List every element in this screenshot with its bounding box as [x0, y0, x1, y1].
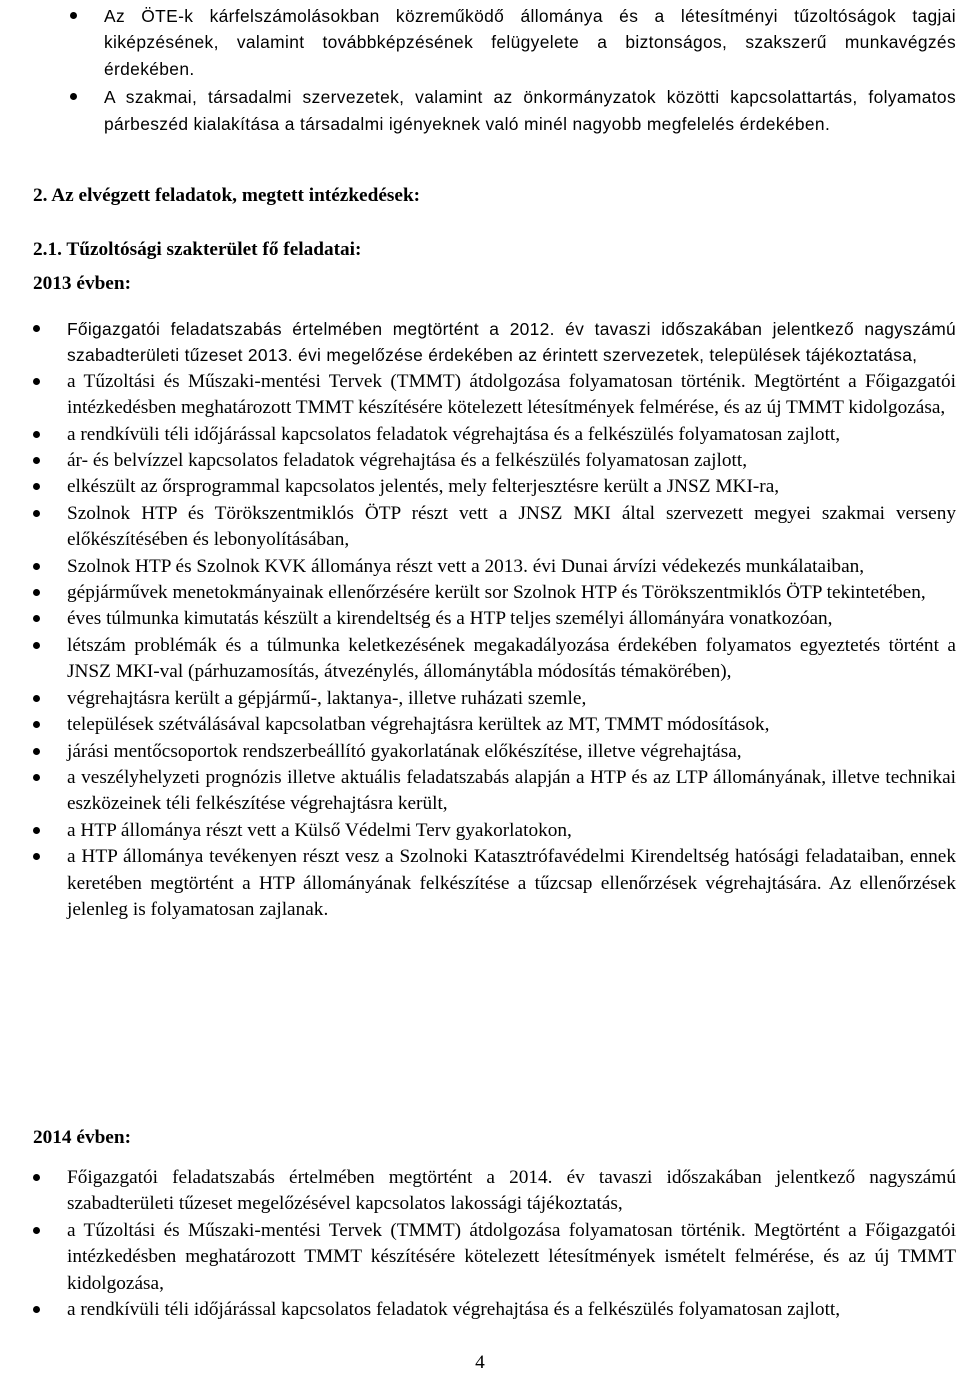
list-item: Szolnok HTP és Szolnok KVK állománya részt vett a 2013. évi Dunai árvízi védekezés munkálataiban,: [0, 554, 960, 580]
list-item: végrehajtásra került a gépjármű-, laktanya-, illetve ruházati szemle,: [0, 686, 960, 712]
section-heading: 2. Az elvégzett feladatok, megtett intézkedések:: [33, 185, 421, 206]
list-item: a rendkívüli téli időjárással kapcsolatos feladatok végrehajtása és a felkészülés folyamatosan zajlott,: [0, 1297, 960, 1323]
list-item: a Tűzoltási és Műszaki-mentési Tervek (TMMT) átdolgozása folyamatosan történik. Megtörtént a Főigazgatói intézkedésben meghatározott TMMT készítésére kötelezett létesítmények felmérése, és az új TMMT kidolgozása,: [0, 369, 960, 422]
list-item: a Tűzoltási és Műszaki-mentési Tervek (TMMT) átdolgozása folyamatosan történik. Megtörtént a Főigazgatói intézkedésben meghatározott TMMT készítésére kötelezett létesítmények ismételt felmérése, és az új TMMT kidolgozása,: [0, 1218, 960, 1297]
list-2013: [0, 316, 960, 923]
list-2014: [0, 1165, 960, 1323]
list-item: a rendkívüli téli időjárással kapcsolatos feladatok végrehajtása és a felkészülés folyamatosan zajlott,: [0, 422, 960, 448]
list-item: járási mentőcsoportok rendszerbeállító gyakorlatának előkészítése, illetve végrehajtása,: [0, 739, 960, 765]
year-2014-heading: 2014 évben:: [33, 1127, 132, 1148]
list-item: Az ÖTE-k kárfelszámolásokban közreműködő állománya és a létesítményi tűzoltóságok tagjai kiképzésének, valamint továbbképzésének felügyelete a biztonságos, szakszerű munkavégzés érdekében.: [0, 3, 960, 82]
page-number: 4: [475, 1352, 485, 1373]
list-item: a HTP állománya részt vett a Külső Védelmi Terv gyakorlatokon,: [0, 818, 960, 844]
list-item: Főigazgatói feladatszabás értelmében megtörtént a 2012. év tavaszi időszakában jelentkező nagyszámú szabadterületi tűzeset 2013. évi megelőzése érdekében az érintett szervezetek, települések tájékoztatása,: [0, 316, 960, 369]
list-item: A szakmai, társadalmi szervezetek, valamint az önkormányzatok közötti kapcsolattartás, folyamatos párbeszéd kialakítása a társadalmi igényeknek való minél nagyobb megfelelés érdekében.: [0, 84, 960, 137]
list-item: a HTP állománya tevékenyen részt vesz a Szolnoki Katasztrófavédelmi Kirendeltség hatósági feladataiban, ennek keretében megtörtént a HTP állományának felkészítése a tűzcsap ellenőrzések végrehajtására. Az ellenőrzések jelenleg is folyamatosan zajlanak.: [0, 844, 960, 923]
year-2013-heading: 2013 évben:: [33, 273, 132, 294]
subsection-heading: 2.1. Tűzoltósági szakterület fő feladatai:: [33, 239, 362, 260]
list-item: gépjárművek menetokmányainak ellenőrzésére került sor Szolnok HTP és Törökszentmiklós ÖTP tekintetében,: [0, 580, 960, 606]
list-item: éves túlmunka kimutatás készült a kirendeltség és a HTP teljes személyi állományára vonatkozóan,: [0, 606, 960, 632]
intro-list: [0, 3, 960, 137]
list-item: létszám problémák és a túlmunka keletkezésének megakadályozása érdekében folyamatos egyeztetés történt a JNSZ MKI-val (párhuzamosítás, átvezénylés, állománytábla módosítás témakörében),: [0, 633, 960, 686]
list-item: Főigazgatói feladatszabás értelmében megtörtént a 2014. év tavaszi időszakában jelentkező nagyszámú szabadterületi tűzeset megelőzésével kapcsolatos lakossági tájékoztatás,: [0, 1165, 960, 1218]
list-item: települések szétválásával kapcsolatban végrehajtásra kerültek az MT, TMMT módosítások,: [0, 712, 960, 738]
list-item: a veszélyhelyzeti prognózis illetve aktuális feladatszabás alapján a HTP és az LTP állományának, illetve technikai eszközeinek téli felkészítése végrehajtásra került,: [0, 765, 960, 818]
list-item: Szolnok HTP és Törökszentmiklós ÖTP részt vett a JNSZ MKI által szervezett megyei szakmai verseny előkészítésében és lebonyolításában,: [0, 501, 960, 554]
list-item: ár- és belvízzel kapcsolatos feladatok végrehajtása és a felkészülés folyamatosan zajlott,: [0, 448, 960, 474]
list-item: elkészült az őrsprogrammal kapcsolatos jelentés, mely felterjesztésre került a JNSZ MKI-ra,: [0, 474, 960, 500]
